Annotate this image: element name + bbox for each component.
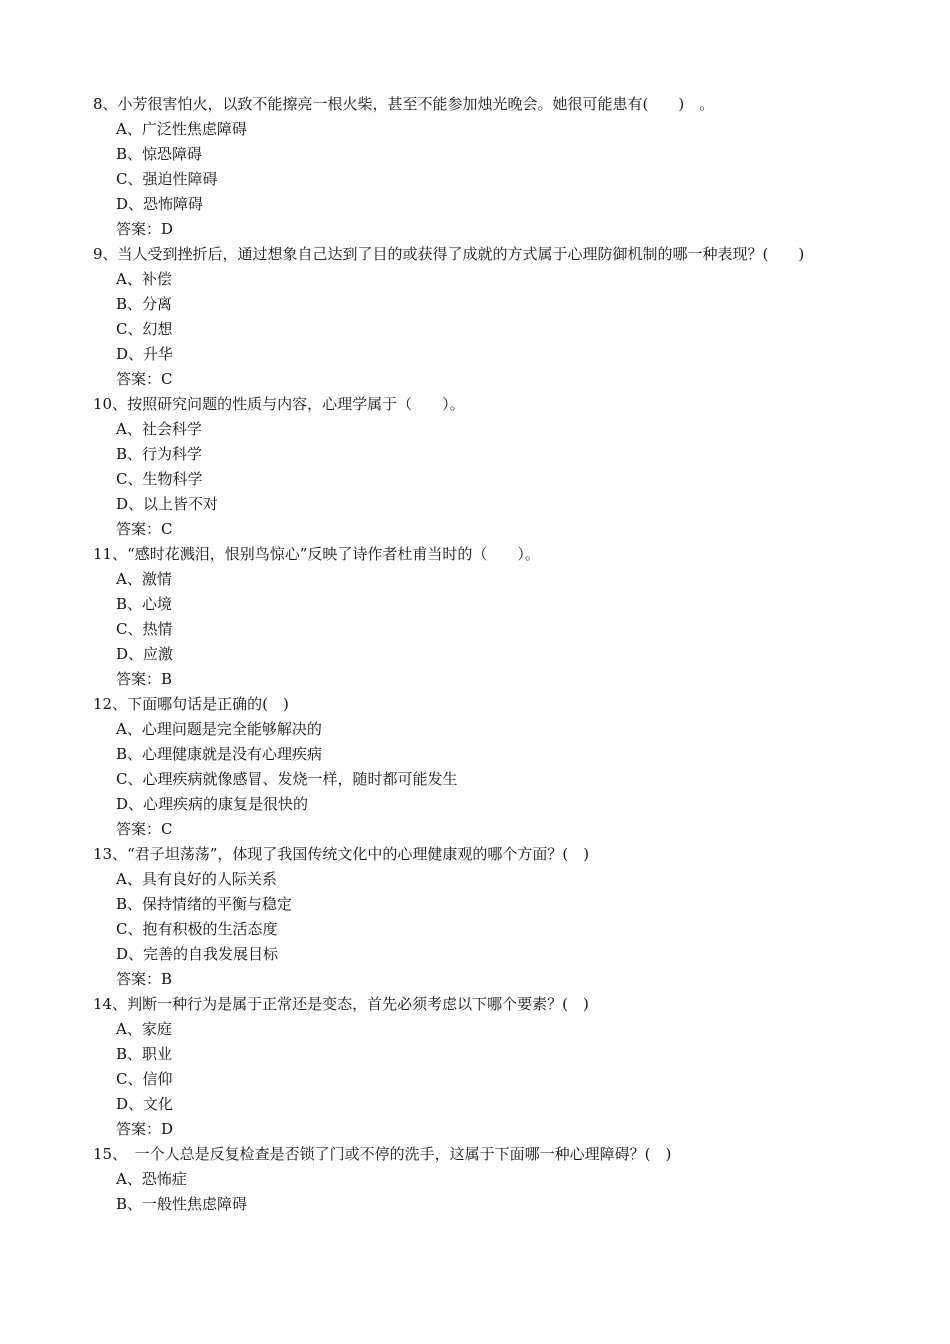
option-b: B、心理健康就是没有心理疾病: [116, 745, 323, 763]
option-c: C、强迫性障碍: [116, 170, 218, 188]
option-a: A、激情: [116, 570, 172, 588]
answer-line: 答案：C: [116, 820, 173, 838]
option-a: A、广泛性焦虑障碍: [116, 120, 247, 138]
question-9: [93, 242, 863, 392]
option-d: D、完善的自我发展目标: [116, 945, 279, 963]
question-stem: 11、“感时花溅泪，恨别鸟惊心”反映了诗作者杜甫当时的（ ）。: [93, 545, 540, 563]
question-15: [93, 1142, 863, 1217]
option-d: D、应激: [116, 645, 174, 663]
question-stem: 14、判断一种行为是属于正常还是变态，首先必须考虑以下哪个要素？( ): [93, 995, 589, 1013]
option-b: B、惊恐障碍: [116, 145, 203, 163]
option-b: B、分离: [116, 295, 173, 313]
option-b: B、保持情绪的平衡与稳定: [116, 895, 293, 913]
question-stem: 9、当人受到挫折后，通过想象自己达到了目的或获得了成就的方式属于心理防御机制的哪一种表现？( ): [93, 245, 805, 263]
question-stem: 8、小芳很害怕火，以致不能擦亮一根火柴，甚至不能参加烛光晚会。她很可能患有( ) 。: [93, 95, 715, 113]
answer-line: 答案：C: [116, 520, 173, 538]
answer-line: 答案：D: [116, 220, 174, 238]
option-b: B、职业: [116, 1045, 173, 1063]
question-12: [93, 692, 863, 842]
option-c: C、心理疾病就像感冒、发烧一样，随时都可能发生: [116, 770, 458, 788]
option-c: C、幻想: [116, 320, 173, 338]
question-stem: 15、 一个人总是反复检查是否锁了门或不停的洗手，这属于下面哪一种心理障碍？( ): [93, 1145, 672, 1163]
option-c: C、生物科学: [116, 470, 203, 488]
answer-line: 答案：D: [116, 1120, 174, 1138]
option-b: B、心境: [116, 595, 173, 613]
option-b: B、行为科学: [116, 445, 203, 463]
option-a: A、恐怖症: [116, 1170, 187, 1188]
question-14: [93, 992, 863, 1142]
question-10: [93, 392, 863, 542]
option-a: A、补偿: [116, 270, 172, 288]
option-d: D、恐怖障碍: [116, 195, 204, 213]
answer-line: 答案：C: [116, 370, 173, 388]
option-b: B、一般性焦虑障碍: [116, 1195, 248, 1213]
question-13: [93, 842, 863, 992]
option-d: D、文化: [116, 1095, 174, 1113]
option-d: D、以上皆不对: [116, 495, 219, 513]
option-d: D、升华: [116, 345, 174, 363]
question-stem: 10、按照研究问题的性质与内容，心理学属于（ ）。: [93, 395, 465, 413]
option-c: C、抱有积极的生活态度: [116, 920, 278, 938]
option-c: C、热情: [116, 620, 173, 638]
answer-line: 答案：B: [116, 970, 173, 988]
question-stem: 13、“君子坦荡荡”，体现了我国传统文化中的心理健康观的哪个方面？( ): [93, 845, 590, 863]
option-a: A、社会科学: [116, 420, 202, 438]
option-c: C、信仰: [116, 1070, 173, 1088]
answer-line: 答案：B: [116, 670, 173, 688]
question-stem: 12、下面哪句话是正确的( ): [93, 695, 289, 713]
question-11: [93, 542, 863, 692]
question-list: [93, 92, 863, 1217]
option-a: A、家庭: [116, 1020, 172, 1038]
option-a: A、心理问题是完全能够解决的: [116, 720, 322, 738]
question-8: [93, 92, 863, 242]
option-d: D、心理疾病的康复是很快的: [116, 795, 309, 813]
option-a: A、具有良好的人际关系: [116, 870, 277, 888]
